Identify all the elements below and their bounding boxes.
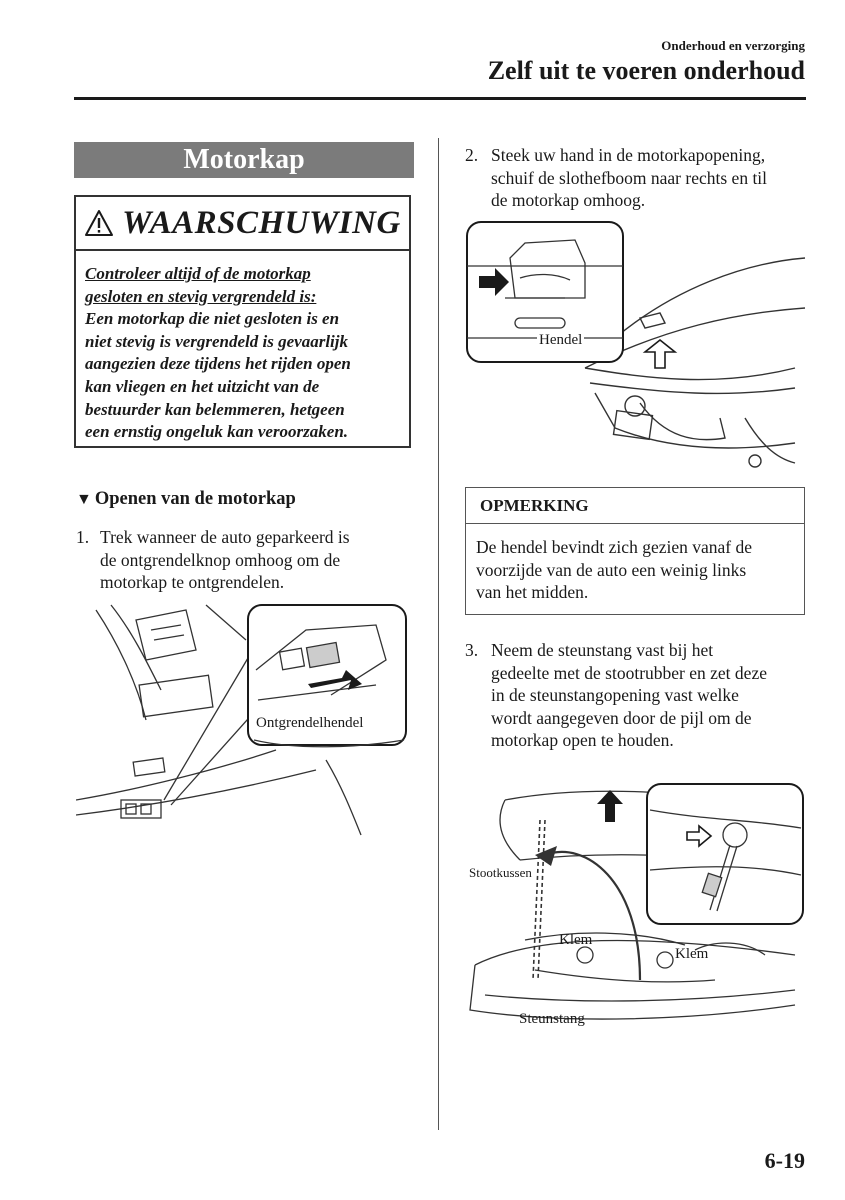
step-line: motorkap te ontgrendelen. [100,572,285,593]
label-stootkussen: Stootkussen [469,865,532,880]
warning-line: kan vliegen en het uitzicht van de [85,376,320,396]
figure-support-rod [465,780,810,1035]
step-line: Trek wanneer de auto geparkeerd is [100,527,350,547]
warning-line: een ernstig ongeluk kan veroorzaken. [85,422,349,442]
warning-box [74,195,411,448]
step-line: gedeelte met de stootrubber en zet deze [491,662,767,683]
step-line: de motorkap omhoog. [491,190,646,211]
step-line: Neem de steunstang vast bij het [491,640,714,660]
dashboard-illustration [76,600,416,840]
subheading [76,489,296,510]
page-number: 6-19 [764,1148,805,1173]
warning-title: WAARSCHUWING [122,204,401,241]
label-hendel: Hendel [539,332,583,348]
rotation-arrow [545,852,640,980]
note-box [465,487,805,615]
step-line: in de steunstangopening vast welke [491,685,739,706]
step-number: 3. [465,640,479,660]
warning-line: aangezien deze tijdens het rijden open [85,354,351,374]
down-triangle-icon: ▼ [76,491,92,508]
arrow-up-icon [597,790,623,822]
warning-line: Een motorkap die niet gesloten is en [85,309,340,329]
page-title: Zelf uit te voeren onderhoud [487,56,805,85]
step-text [491,639,767,752]
step-1 [76,526,416,596]
warning-header [76,197,409,251]
step-line: motorkap open te houden. [491,730,674,751]
column-divider [438,138,439,1130]
step-line: de ontgrendelknop omhoog om de [100,549,341,570]
subheading-text: Openen van de motorkap [94,489,296,509]
warning-triangle-icon [84,209,114,237]
note-line: De hendel bevindt zich gezien vanaf de [476,537,752,557]
step-line: Steek uw hand in de motorkapopening, [491,145,766,165]
arrow-up-icon [645,340,675,368]
warning-lead-line: gesloten en stevig vergrendeld is: [85,286,317,306]
car-front-illustration [465,218,810,473]
step-3 [465,639,810,754]
section-title-bar: Motorkap [74,142,414,178]
step-line: schuif de slothefboom naar rechts en til [491,167,768,188]
step-2 [465,144,810,214]
engine-bay-illustration [465,780,810,1035]
note-line: van het midden. [476,582,589,603]
label-klem-2: Klem [675,946,709,962]
figure-hood-lever [465,218,810,473]
label-ontgrendelhendel: Ontgrendelhendel [256,715,364,731]
warning-text [85,263,405,444]
note-title: OPMERKING [466,488,804,524]
warning-lead-line: Controleer altijd of de motorkap [85,264,311,283]
header-section: Onderhoud en verzorging [661,38,805,53]
step-number: 1. [76,527,90,547]
note-line: voorzijde van de auto een weinig links [476,559,747,580]
warning-line: bestuurder kan belemmeren, hetgeen [85,399,345,419]
warning-line: niet stevig is vergrendeld is gevaarlijk [85,331,348,351]
step-line: wordt aangegeven door de pijl om de [491,707,752,728]
label-klem-1: Klem [559,932,593,948]
step-text [100,526,350,594]
label-steunstang: Steunstang [519,1011,585,1027]
header-rule [74,97,806,100]
figure-release-lever [76,600,416,840]
note-text [476,536,801,604]
step-text [491,144,767,212]
step-number: 2. [465,145,479,165]
